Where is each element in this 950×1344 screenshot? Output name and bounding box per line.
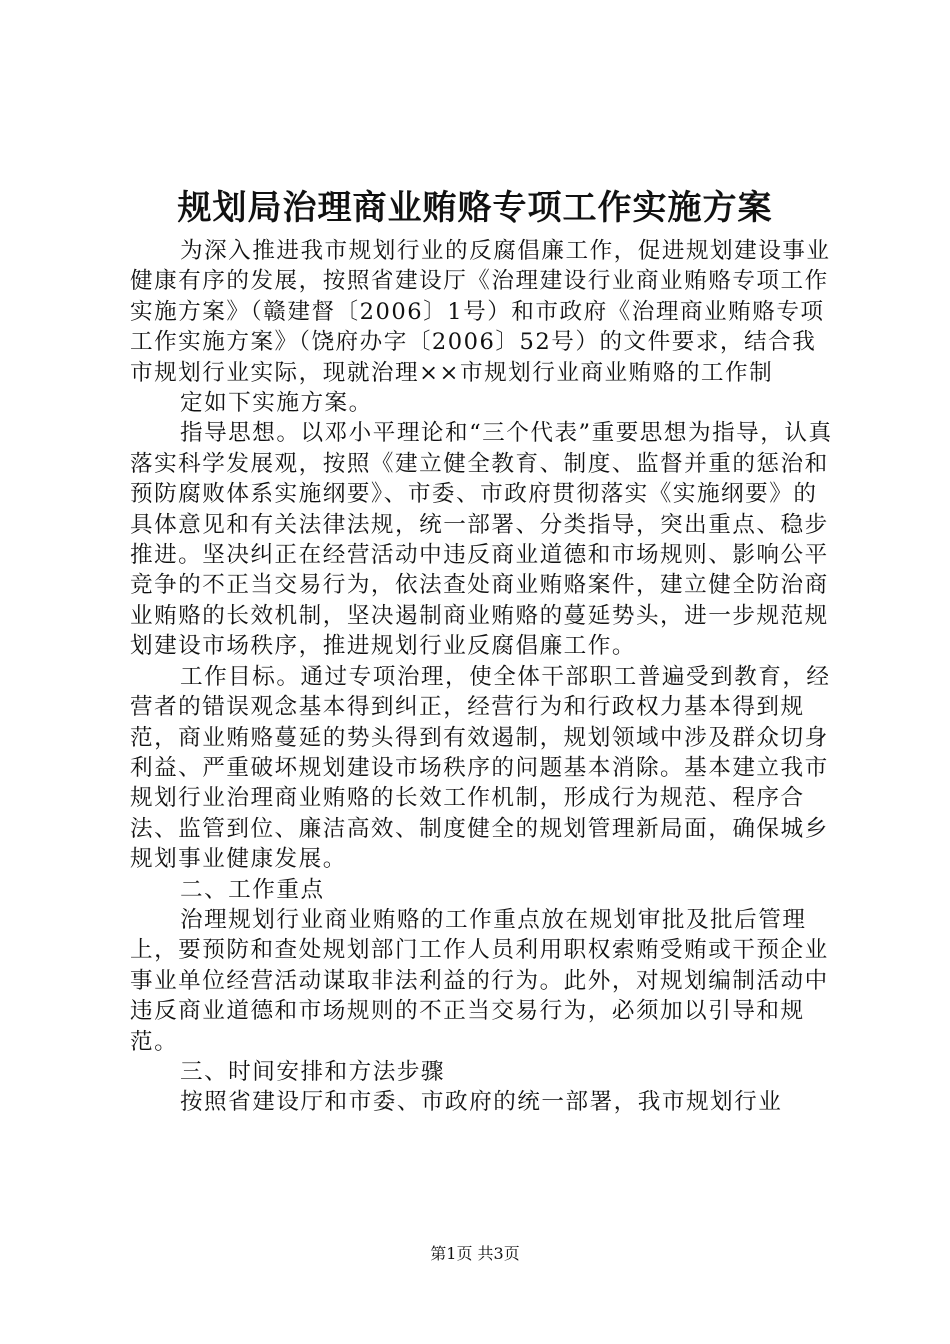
section-heading-schedule: 三、时间安排和方法步骤 [180,1058,446,1085]
section-heading-work-focus: 二、工作重点 [180,876,325,903]
paragraph-schedule: 按照省建设厅和市委、市政府的统一部署，我市规划行业 [180,1089,783,1116]
paragraph-work-goals: 工作目标。通过专项治理，使全体干部职工普遍受到教育，经营者的错误观念基本得到纠正，经营行为和行政权力基本得到规范，商业贿赂蔓延的势头得到有效遏制，规划领域中涉及群众切身利益、严重破坏规划建设市场秩序的问题基本消除。基本建立我市规划行业治理商业贿赂的长效工作机制，形成行为规范、程序合法、监管到位、廉洁高效、制度健全的规划管理新局面，确保城乡规划事业健康发展。 [130,663,831,873]
paragraph-intro-continued: 定如下实施方案。 [180,390,373,417]
document-body [130,236,835,1118]
paragraph-intro: 为深入推进我市规划行业的反腐倡廉工作，促进规划建设事业健康有序的发展，按照省建设厅《治理建设行业商业贿赂专项工作实施方案》（赣建督〔2006〕1号）和市政府《治理商业贿赂专项工作实施方案》（饶府办字〔2006〕52号）的文件要求，结合我市规划行业实际，现就治理××市规划行业商业贿赂的工作制 [130,238,831,386]
paragraph-guiding-ideology: 指导思想。以邓小平理论和“三个代表”重要思想为指导，认真落实科学发展观，按照《建立健全教育、制度、监督并重的惩治和预防腐败体系实施纲要》、市委、市政府贯彻落实《实施纲要》的具体意见和有关法律法规，统一部署、分类指导，突出重点、稳步推进。坚决纠正在经营活动中违反商业道德和市场规则、影响公平竞争的不正当交易行为，依法查处商业贿赂案件，建立健全防治商业贿赂的长效机制，坚决遏制商业贿赂的蔓延势头，进一步规范规划建设市场秩序，推进规划行业反腐倡廉工作。 [130,420,833,660]
paragraph-work-focus: 治理规划行业商业贿赂的工作重点放在规划审批及批后管理上，要预防和查处规划部门工作人员利用职权索贿受贿或干预企业事业单位经营活动谋取非法利益的行为。此外，对规划编制活动中违反商业道德和市场规则的不正当交易行为，必须加以引导和规范。 [130,906,829,1055]
document-title: 规划局治理商业贿赂专项工作实施方案 [177,188,773,228]
page-number-footer: 第1页 共3页 [430,1244,520,1263]
